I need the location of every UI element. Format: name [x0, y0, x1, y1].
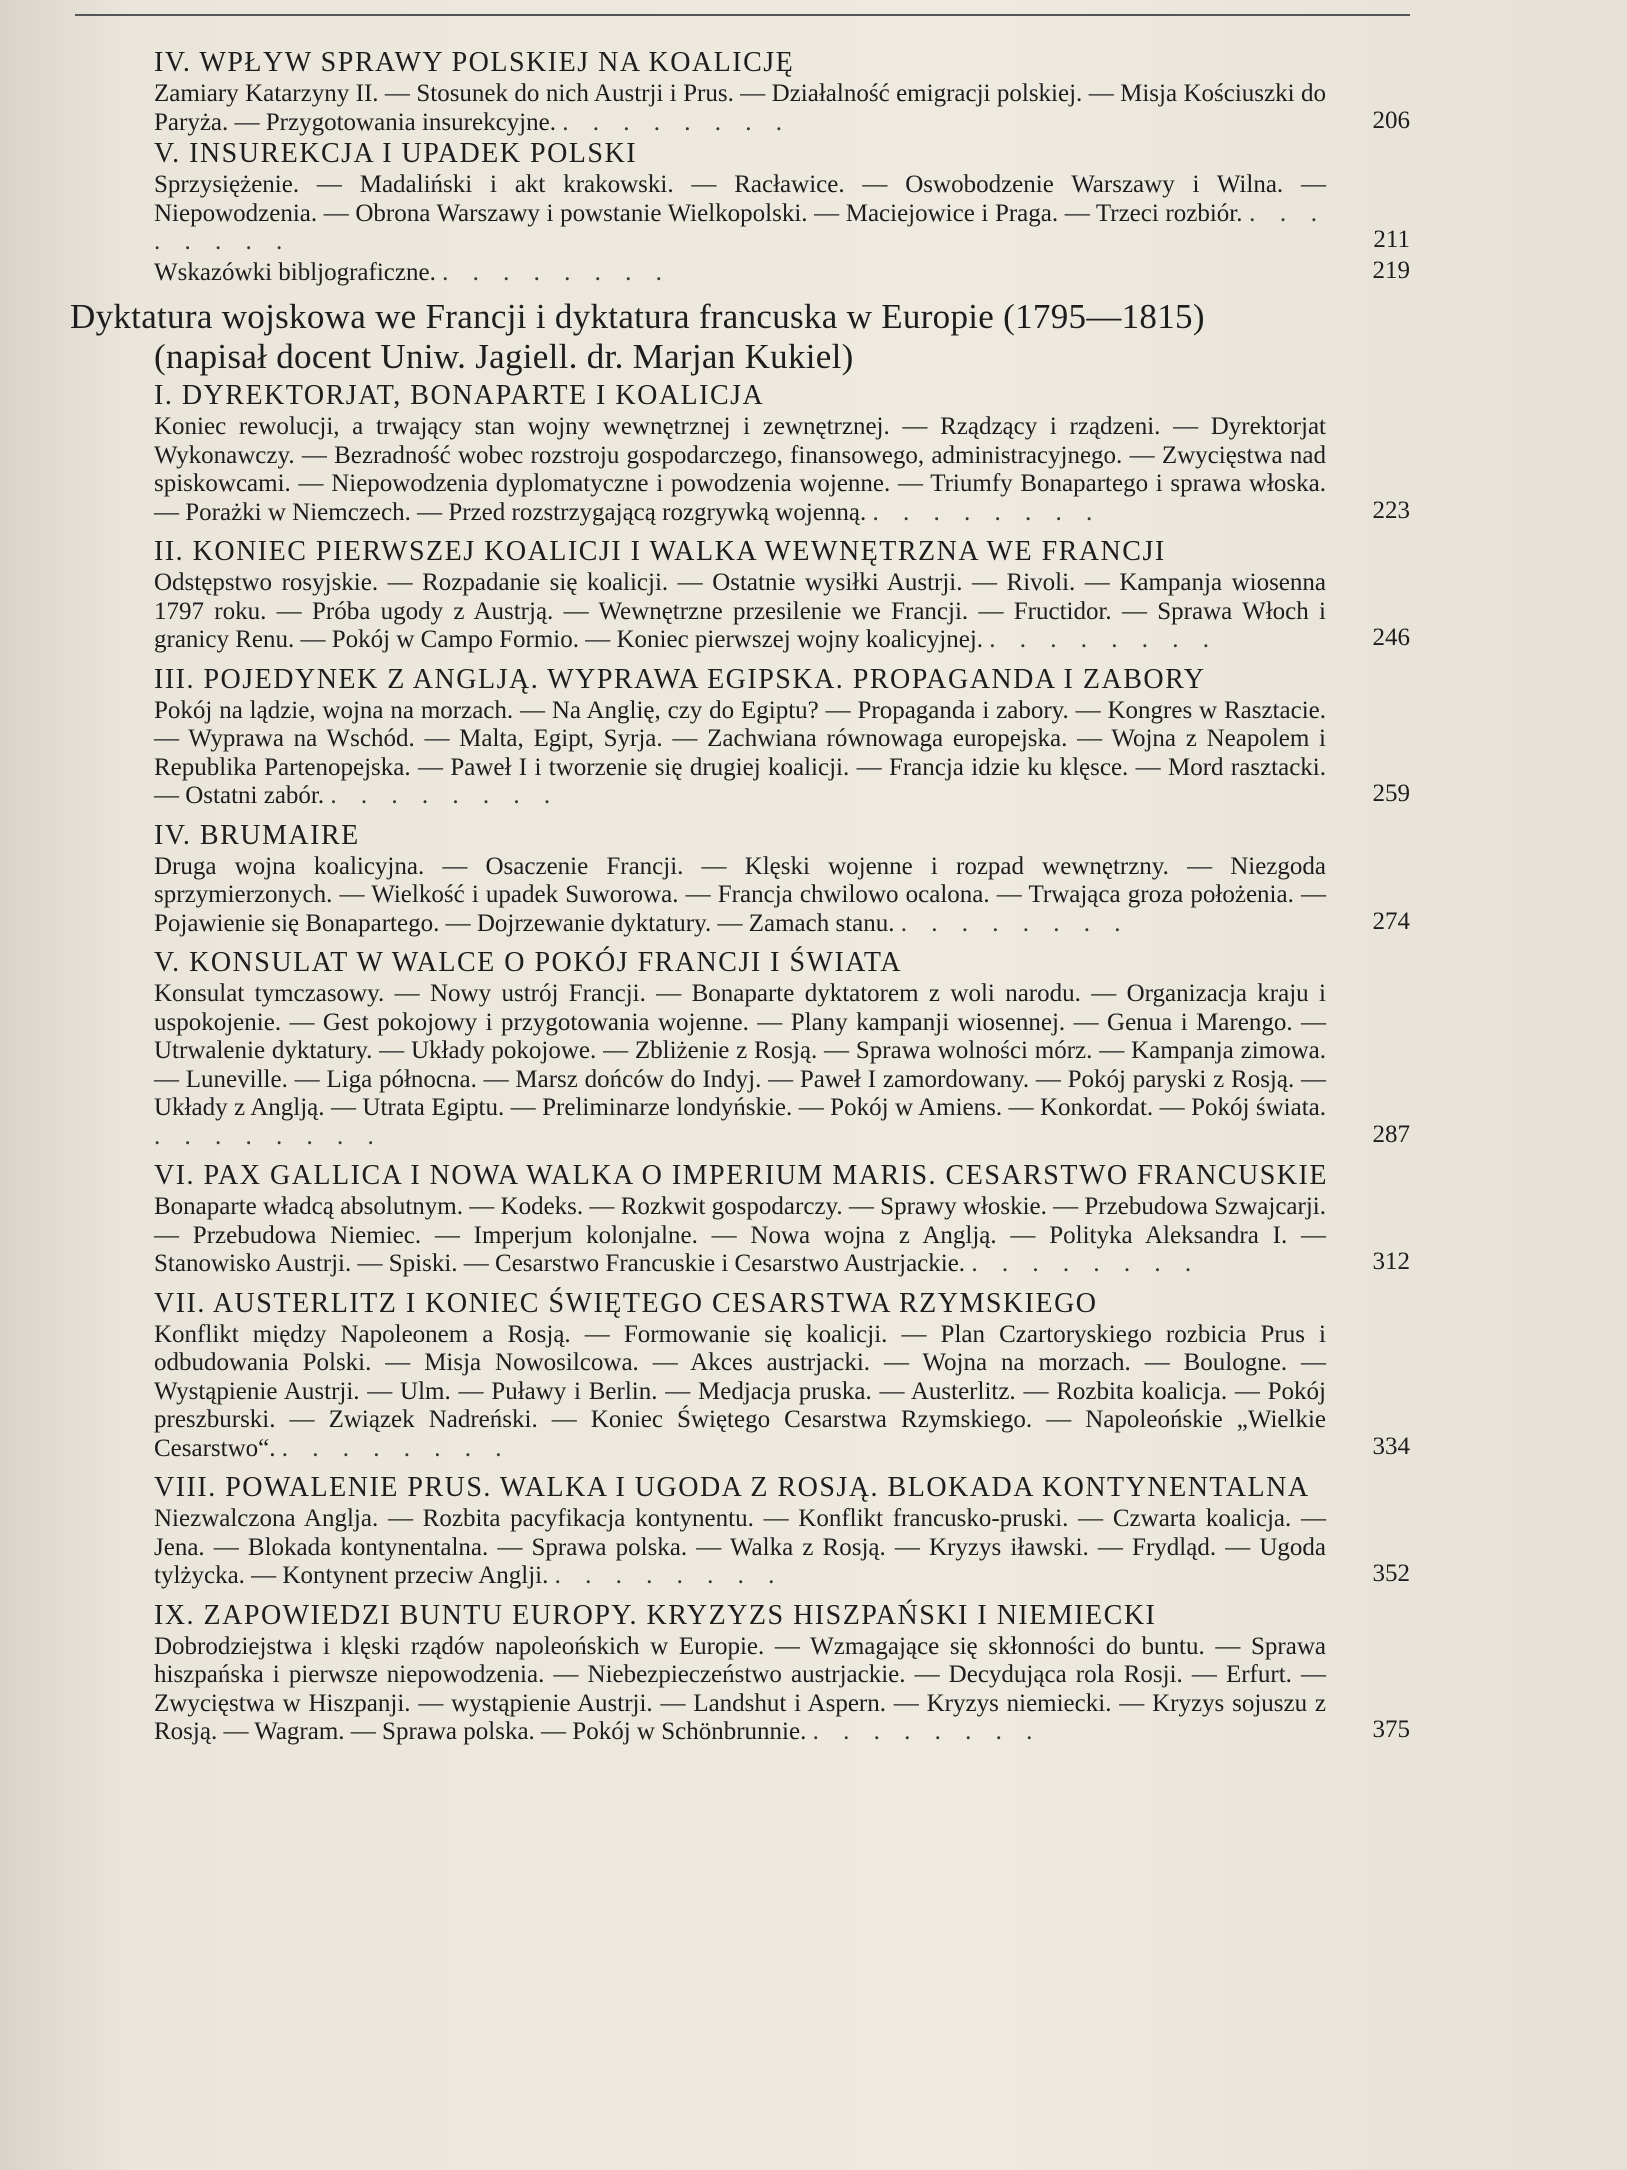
part-author: (napisał docent Uniw. Jagiell. dr. Marjan Kukiel)	[154, 337, 854, 376]
toc-entry	[154, 1473, 1410, 1591]
toc-entry	[154, 1601, 1410, 1747]
chapter-heading: I. DYREKTORJAT, BONAPARTE I KOALICJA	[154, 380, 765, 411]
chapter-summary	[154, 413, 1410, 527]
toc-entry	[154, 665, 1410, 811]
chapter-heading: VI. PAX GALLICA I NOWA WALKA O IMPERIUM MARIS. CESARSTWO FRANCUSKIE	[154, 1160, 1328, 1191]
summary-text: Pokój na lądzie, wojna na morzach. — Na Anglię, czy do Egiptu? — Propaganda i zabory. — Kongres w Rasztacie. — Wyprawa na Wschód. — Malta, Egipt, Syrja. — Zachwiana równowaga europejska. — Wojna z Neapolem i Republika Partenopejska. — Paweł I i tworzenie się drugiej koalicji. — Francja idzie ku klęsce. — Mord rasztacki. — Ostatni zabór.	[154, 696, 1326, 809]
toc-entry	[154, 139, 1410, 257]
summary-text: Konsulat tymczasowy. — Nowy ustrój Francji. — Bonaparte dyktatorem z woli narodu. — Organizacja kraju i uspokojenie. — Gest pokojowy i przygotowania wojenne. — Plany kampanji wiosennej. — Genua i Marengo. — Utrwalenie dyktatury. — Układy pokojowe. — Zbliżenie z Rosją. — Sprawa wolności mórz. — Kampanja zimowa. — Luneville. — Liga północna. — Marsz dońców do Indyj. — Paweł I zamordowany. — Pokój paryski z Rosją. — Układy z Anglją. — Utrata Egiptu. — Preliminarze londyńskie. — Pokój w Amiens. — Konkordat. — Pokój świata.	[154, 980, 1326, 1121]
chapter-heading: V. INSUREKCJA I UPADEK POLSKI	[154, 138, 638, 169]
page-number: 312	[1372, 1248, 1410, 1275]
toc-entry	[154, 1289, 1410, 1464]
dot-leader: . . . . . . . .	[812, 1718, 1042, 1745]
dot-leader: . . . . . . . .	[562, 108, 791, 136]
summary-text: Druga wojna koalicyjna. — Osaczenie Francji. — Klęski wojenne i rozpad wewnętrzny. — Niezgoda sprzymierzonych. — Wielkość i upadek Suworowa. — Francja chwilowo ocalona. — Trwająca groza położenia. — Pojawienie się Bonapartego. — Dojrzewanie dyktatury. — Zamach stanu.	[154, 852, 1326, 937]
toc-entry	[154, 381, 1410, 527]
toc-entry-bibliography	[154, 256, 1410, 288]
dot-leader: . . . . . . . .	[971, 1250, 1201, 1277]
top-rule	[75, 14, 1410, 16]
dot-leader: . . . . . . . .	[154, 199, 1326, 255]
page-number: 206	[1372, 106, 1410, 134]
dot-leader: . . . . . . . .	[281, 1434, 511, 1462]
page-number: 274	[1372, 907, 1410, 935]
chapter-heading: IV. BRUMAIRE	[154, 819, 360, 851]
chapter-summary	[154, 1193, 1410, 1279]
toc-entry	[154, 1161, 1410, 1279]
dot-leader: . . . . . . . .	[872, 498, 1102, 526]
chapter-heading: V. KONSULAT W WALCE O POKÓJ FRANCJI I ŚWIATA	[154, 947, 903, 978]
dot-leader: . . . . . . . .	[554, 1562, 784, 1589]
chapter-heading: VIII. POWALENIE PRUS. WALKA I UGODA Z ROSJĄ. BLOKADA KONTYNENTALNA	[154, 1472, 1310, 1503]
summary-text: Bonaparte władcą absolutnym. — Kodeks. — Rozkwit gospodarczy. — Sprawy włoskie. — Przebudowa Szwajcarji. — Przebudowa Niemiec. — Imperjum kolonjalne. — Nowa wojna z Anglją. — Polityka Aleksandra I. — Stanowisko Austrji. — Spiski. — Cesarstwo Francuskie i Cesarstwo Austrjackie.	[154, 1193, 1326, 1277]
summary-text: Konflikt między Napoleonem a Rosją. — Formowanie się koalicji. — Plan Czartoryskiego rozbicia Prus i odbudowania Polski. — Misja Nowosilcowa. — Akces austrjacki. — Wojna na morzach. — Boulogne. — Wystąpienie Austrji. — Ulm. — Puławy i Berlin. — Medjacja pruska. — Austerlitz. — Rozbita koalicja. — Pokój preszburski. — Związek Nadreński. — Koniec Świętego Cesarstwa Rzymskiego. — Napoleońskie „Wielkie Cesarstwo“.	[154, 1320, 1326, 1462]
chapter-summary	[154, 1633, 1410, 1747]
dot-leader: . . . . . . . .	[442, 258, 671, 286]
summary-text: Dobrodziejstwa i klęski rządów napoleońskich w Europie. — Wzmagające się skłonności do buntu. — Sprawa hiszpańska i pierwsze niepowodzenia. — Niebezpieczeństwo austrjackie. — Decydująca rola Rosji. — Erfurt. — Zwycięstwa w Hiszpanji. — wystąpienie Austrji. — Landshut i Aspern. — Kryzys niemiecki. — Kryzys sojuszu z Rosją. — Wagram. — Sprawa polska. — Pokój w Schönbrunnie.	[154, 1632, 1326, 1745]
chapter-heading: IV. WPŁYW SPRAWY POLSKIEJ NA KOALICJĘ	[154, 47, 795, 78]
part-title: Dyktatura wojskowa we Francji i dyktatura francuska w Europie (1795—1815)	[70, 297, 1205, 336]
chapter-heading: VII. AUSTERLITZ I KONIEC ŚWIĘTEGO CESARSTWA RZYMSKIEGO	[154, 1287, 1098, 1319]
page-number: 223	[1372, 496, 1410, 524]
dot-leader: . . . . . . . .	[330, 782, 560, 809]
page-number: 259	[1372, 780, 1410, 807]
summary-text: Odstępstwo rosyjskie. — Rozpadanie się koalicji. — Ostatnie wysiłki Austrji. — Rivoli. — Kampanja wiosenna 1797 roku. — Próba ugody z Austrją. — Wewnętrzne przesilenie we Francji. — Fructidor. — Sprawa Włoch i granicy Renu. — Pokój w Campo Formio. — Koniec pierwszej wojny koalicyjnej.	[154, 569, 1326, 653]
chapter-summary	[154, 569, 1410, 655]
part-heading	[70, 297, 1410, 377]
chapter-summary	[154, 980, 1410, 1151]
page-number: 246	[1372, 624, 1410, 651]
chapter-summary	[154, 697, 1410, 811]
page-number: 334	[1372, 1432, 1410, 1460]
toc-entry	[154, 48, 1410, 137]
page-number: 375	[1372, 1716, 1410, 1743]
dot-leader: . . . . . . . .	[154, 1122, 383, 1150]
dot-leader: . . . . . . . .	[900, 909, 1130, 937]
summary-text: Koniec rewolucji, a trwający stan wojny wewnętrznej i zewnętrznej. — Rządzący i rządzeni. — Dyrektorjat Wykonawczy. — Bezradność wobec rozstroju gospodarczego, finansowego, administracyjnego. — Zwycięstwa nad spiskowcami. — Niepowodzenia dyplomatyczne i powodzenia wojenne. — Triumfy Bonapartego i sprawa włoska. — Porażki w Niemczech. — Przed rozstrzygającą rozgrywką wojenną.	[154, 413, 1326, 526]
page-number: 352	[1372, 1560, 1410, 1587]
dot-leader: . . . . . . . .	[989, 626, 1219, 653]
summary-text: Zamiary Katarzyny II. — Stosunek do nich Austrji i Prus. — Działalność emigracji polskiej. — Misja Kościuszki do Paryża. — Przygotowania insurekcyjne.	[154, 80, 1326, 136]
page-number: 219	[1372, 256, 1410, 284]
page-number: 287	[1372, 1120, 1410, 1148]
bibliography-line	[154, 256, 1410, 288]
chapter-summary	[154, 1505, 1410, 1591]
table-of-contents	[70, 48, 1410, 1747]
chapter-summary	[154, 1321, 1410, 1464]
toc-entry	[154, 821, 1410, 939]
toc-entry	[154, 948, 1410, 1151]
chapter-summary	[154, 80, 1410, 137]
chapter-summary	[154, 171, 1410, 257]
chapter-heading: IX. ZAPOWIEDZI BUNTU EUROPY. KRYZYZS HISZPAŃSKI I NIEMIECKI	[154, 1599, 1157, 1631]
toc-entry	[154, 537, 1410, 655]
chapter-summary	[154, 853, 1410, 939]
bibliography-label: Wskazówki bibljograficzne.	[154, 258, 436, 286]
chapter-heading: II. KONIEC PIERWSZEJ KOALICJI I WALKA WEWNĘTRZNA WE FRANCJI	[154, 536, 1166, 567]
page-number: 211	[1373, 226, 1410, 253]
chapter-heading: III. POJEDYNEK Z ANGLJĄ. WYPRAWA EGIPSKA. PROPAGANDA I ZABORY	[154, 663, 1206, 695]
summary-text: Sprzysiężenie. — Madaliński i akt krakowski. — Racławice. — Oswobodzenie Warszawy i Wilna. — Niepowodzenia. — Obrona Warszawy i powstanie Wielkopolski. — Maciejowice i Praga. — Trzeci rozbiór.	[154, 171, 1326, 227]
summary-text: Niezwalczona Anglja. — Rozbita pacyfikacja kontynentu. — Konflikt francusko-pruski. — Czwarta koalicja. — Jena. — Blokada kontynentalna. — Sprawa polska. — Walka z Rosją. — Kryzys iławski. — Frydląd. — Ugoda tylżycka. — Kontynent przeciw Anglji.	[154, 1505, 1326, 1589]
